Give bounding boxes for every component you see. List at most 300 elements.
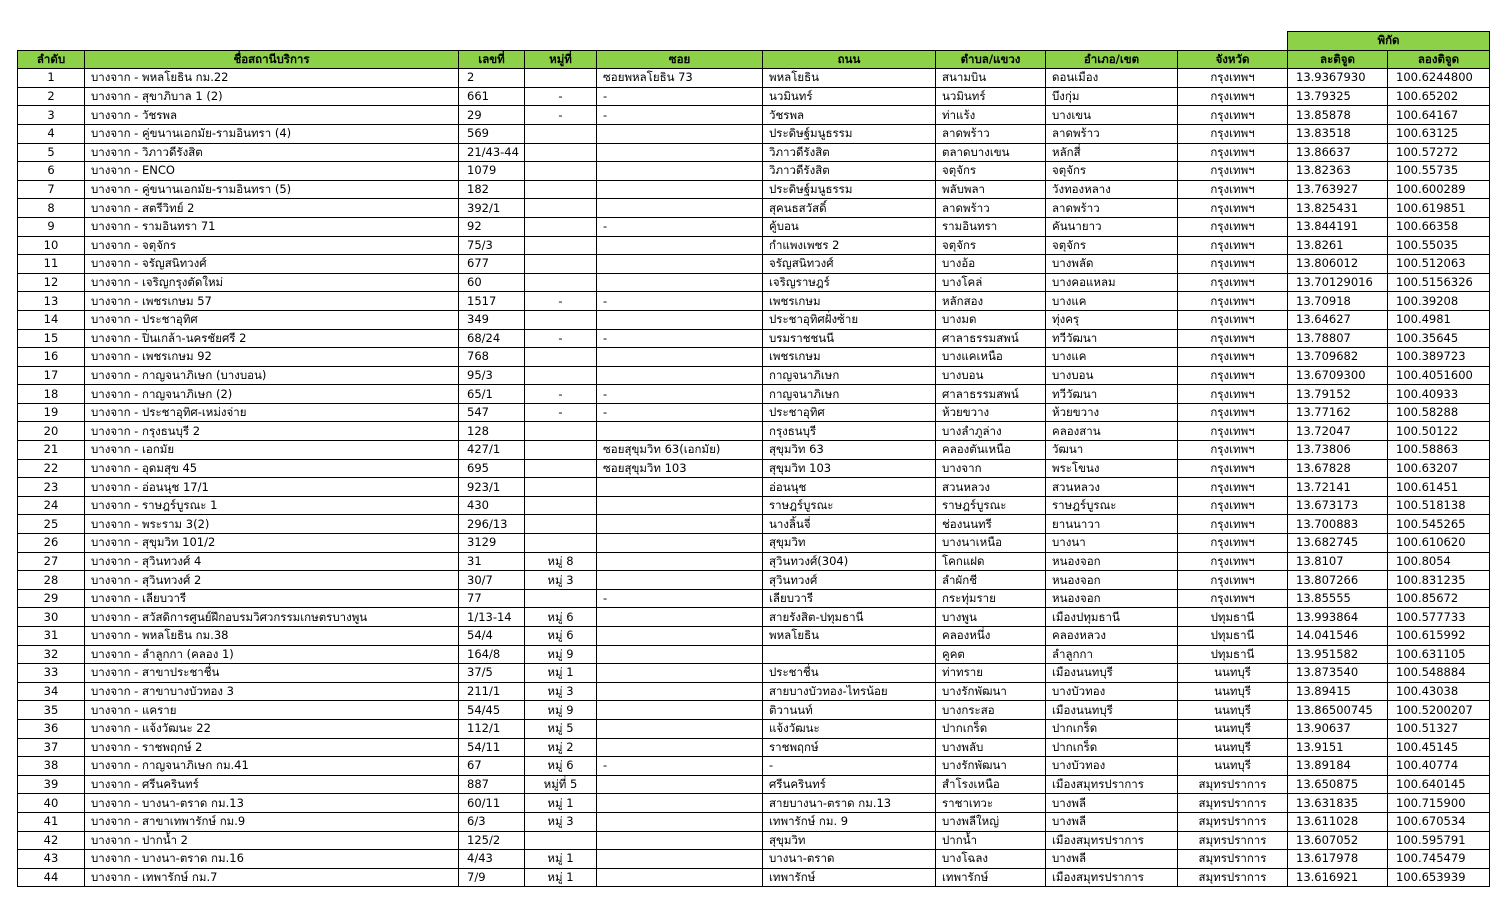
cell-longitude: 100.55035: [1388, 236, 1490, 255]
cell-road: สุขุมวิท 63: [763, 441, 936, 460]
cell-district: เมืองสมุทรปราการ: [1046, 775, 1178, 794]
station-sheet: [17, 31, 1490, 887]
cell-no: 2: [18, 87, 85, 106]
table-row: [18, 292, 1490, 311]
table-row: [18, 403, 1490, 422]
cell-subdistrict: พลับพลา: [936, 180, 1046, 199]
cell-soi: [597, 236, 763, 255]
cell-province: สมุทรปราการ: [1178, 775, 1288, 794]
cell-latitude: 13.6709300: [1288, 366, 1388, 385]
cell-latitude: 13.67828: [1288, 459, 1388, 478]
cell-house-no: 7/9: [459, 868, 525, 887]
cell-road: ติวานนท์: [763, 701, 936, 720]
cell-no: 36: [18, 719, 85, 738]
cell-no: 29: [18, 589, 85, 608]
cell-house-no: 60: [459, 273, 525, 292]
cell-road: บรมราชชนนี: [763, 329, 936, 348]
cell-station: บางจาก - สุขาภิบาล 1 (2): [85, 87, 459, 106]
cell-province: กรุงเทพฯ: [1178, 422, 1288, 441]
cell-road: แจ้งวัฒนะ: [763, 719, 936, 738]
cell-province: กรุงเทพฯ: [1178, 273, 1288, 292]
cell-district: ปากเกร็ด: [1046, 719, 1178, 738]
cell-longitude: 100.50122: [1388, 422, 1490, 441]
cell-longitude: 100.40774: [1388, 757, 1490, 776]
cell-no: 14: [18, 310, 85, 329]
cell-station: บางจาก - แจ้งวัฒนะ 22: [85, 719, 459, 738]
cell-subdistrict: ปากน้ำ: [936, 831, 1046, 850]
cell-district: เมืองสมุทรปราการ: [1046, 868, 1178, 887]
cell-station: บางจาก - ปากน้ำ 2: [85, 831, 459, 850]
cell-province: กรุงเทพฯ: [1178, 69, 1288, 88]
table-row: [18, 664, 1490, 683]
cell-no: 9: [18, 217, 85, 236]
cell-no: 38: [18, 757, 85, 776]
cell-latitude: 13.85878: [1288, 106, 1388, 125]
cell-road: นางลิ้นจี่: [763, 515, 936, 534]
cell-station: บางจาก - คู่ขนานเอกมัย-รามอินทรา (4): [85, 124, 459, 143]
cell-no: 19: [18, 403, 85, 422]
cell-no: 43: [18, 850, 85, 869]
cell-subdistrict: บางโคล่: [936, 273, 1046, 292]
cell-latitude: 13.9151: [1288, 738, 1388, 757]
table-row: [18, 831, 1490, 850]
cell-longitude: 100.8054: [1388, 552, 1490, 571]
header-group-row: [18, 32, 1490, 51]
cell-moo: -: [525, 106, 597, 125]
cell-moo: -: [525, 403, 597, 422]
cell-soi: [597, 366, 763, 385]
table-row: [18, 310, 1490, 329]
cell-longitude: 100.45145: [1388, 738, 1490, 757]
cell-subdistrict: ปากเกร็ด: [936, 719, 1046, 738]
cell-moo: -: [525, 87, 597, 106]
table-row: [18, 627, 1490, 646]
cell-no: 44: [18, 868, 85, 887]
cell-soi: -: [597, 757, 763, 776]
col-header-latitude: ละติจูด: [1288, 50, 1388, 69]
cell-no: 26: [18, 534, 85, 553]
cell-moo: [525, 459, 597, 478]
cell-subdistrict: บางบอน: [936, 366, 1046, 385]
cell-latitude: 13.616921: [1288, 868, 1388, 887]
cell-subdistrict: ห้วยขวาง: [936, 403, 1046, 422]
cell-road: อ่อนนุช: [763, 478, 936, 497]
cell-station: บางจาก - ลำลูกกา (คลอง 1): [85, 645, 459, 664]
cell-latitude: 13.86500745: [1288, 701, 1388, 720]
col-header-province: จังหวัด: [1178, 50, 1288, 69]
cell-road: สุวินทวงศ์: [763, 571, 936, 590]
cell-district: เมืองนนทบุรี: [1046, 664, 1178, 683]
cell-station: บางจาก - พหลโยธิน กม.38: [85, 627, 459, 646]
cell-latitude: 13.83518: [1288, 124, 1388, 143]
cell-no: 40: [18, 794, 85, 813]
cell-road: ประดิษฐ์มนูธรรม: [763, 124, 936, 143]
cell-station: บางจาก - เอกมัย: [85, 441, 459, 460]
cell-house-no: 296/13: [459, 515, 525, 534]
cell-moo: หมู่ที่ 5: [525, 775, 597, 794]
cell-district: จตุจักร: [1046, 162, 1178, 181]
cell-subdistrict: จตุจักร: [936, 162, 1046, 181]
cell-no: 8: [18, 199, 85, 218]
cell-road: สุขุมวิท 103: [763, 459, 936, 478]
cell-latitude: 13.673173: [1288, 496, 1388, 515]
cell-soi: [597, 552, 763, 571]
cell-station: บางจาก - สาขาเทพารักษ์ กม.9: [85, 812, 459, 831]
cell-longitude: 100.512063: [1388, 255, 1490, 274]
cell-district: วัฒนา: [1046, 441, 1178, 460]
cell-longitude: 100.615992: [1388, 627, 1490, 646]
cell-district: คลองหลวง: [1046, 627, 1178, 646]
cell-station: บางจาก - สาขาประชาชื่น: [85, 664, 459, 683]
cell-station: บางจาก - บางนา-ตราด กม.13: [85, 794, 459, 813]
cell-road: ศรีนครินทร์: [763, 775, 936, 794]
cell-station: บางจาก - สวัสดิการศูนย์ฝึกอบรมวิศวกรรมเกษตรบางพูน: [85, 608, 459, 627]
cell-house-no: 68/24: [459, 329, 525, 348]
cell-district: บางนา: [1046, 534, 1178, 553]
table-row: [18, 478, 1490, 497]
cell-district: หลักสี่: [1046, 143, 1178, 162]
cell-longitude: 100.600289: [1388, 180, 1490, 199]
cell-longitude: 100.55735: [1388, 162, 1490, 181]
cell-no: 3: [18, 106, 85, 125]
cell-moo: [525, 366, 597, 385]
cell-moo: หมู่ 3: [525, 571, 597, 590]
cell-road: สายรังสิต-ปทุมธานี: [763, 608, 936, 627]
table-row: [18, 143, 1490, 162]
cell-house-no: 164/8: [459, 645, 525, 664]
col-header-house-no: เลขที่: [459, 50, 525, 69]
cell-soi: -: [597, 385, 763, 404]
table-row: [18, 757, 1490, 776]
cell-province: กรุงเทพฯ: [1178, 478, 1288, 497]
cell-district: ลำลูกกา: [1046, 645, 1178, 664]
cell-station: บางจาก - สุขุมวิท 101/2: [85, 534, 459, 553]
cell-soi: [597, 794, 763, 813]
cell-province: ปทุมธานี: [1178, 608, 1288, 627]
cell-subdistrict: จตุจักร: [936, 236, 1046, 255]
cell-moo: [525, 255, 597, 274]
cell-district: ทวีวัฒนา: [1046, 385, 1178, 404]
cell-longitude: 100.40933: [1388, 385, 1490, 404]
cell-province: กรุงเทพฯ: [1178, 106, 1288, 125]
cell-moo: [525, 441, 597, 460]
cell-subdistrict: ลำผักชี: [936, 571, 1046, 590]
cell-house-no: 112/1: [459, 719, 525, 738]
cell-station: บางจาก - เลียบวารี: [85, 589, 459, 608]
cell-longitude: 100.61451: [1388, 478, 1490, 497]
cell-moo: หมู่ 9: [525, 701, 597, 720]
cell-moo: [525, 478, 597, 497]
cell-station: บางจาก - สุวินทวงศ์ 2: [85, 571, 459, 590]
cell-house-no: 77: [459, 589, 525, 608]
cell-house-no: 569: [459, 124, 525, 143]
cell-subdistrict: คลองตันเหนือ: [936, 441, 1046, 460]
cell-latitude: 13.86637: [1288, 143, 1388, 162]
cell-station: บางจาก - เพชรเกษม 92: [85, 348, 459, 367]
table-row: [18, 255, 1490, 274]
cell-station: บางจาก - รามอินทรา 71: [85, 217, 459, 236]
cell-latitude: 14.041546: [1288, 627, 1388, 646]
cell-road: ประชาชื่น: [763, 664, 936, 683]
cell-longitude: 100.57272: [1388, 143, 1490, 162]
cell-road: พหลโยธิน: [763, 627, 936, 646]
table-row: [18, 496, 1490, 515]
cell-no: 7: [18, 180, 85, 199]
cell-soi: [597, 645, 763, 664]
cell-no: 33: [18, 664, 85, 683]
cell-no: 30: [18, 608, 85, 627]
cell-house-no: 2: [459, 69, 525, 88]
cell-moo: [525, 143, 597, 162]
table-row: [18, 69, 1490, 88]
cell-latitude: 13.79152: [1288, 385, 1388, 404]
cell-road: กาญจนาภิเษก: [763, 366, 936, 385]
cell-latitude: 13.617978: [1288, 850, 1388, 869]
cell-subdistrict: ลาดพร้าว: [936, 199, 1046, 218]
table-row: [18, 273, 1490, 292]
cell-district: หนองจอก: [1046, 552, 1178, 571]
cell-district: บางเขน: [1046, 106, 1178, 125]
cell-no: 15: [18, 329, 85, 348]
cell-no: 17: [18, 366, 85, 385]
cell-road: เจริญราษฎร์: [763, 273, 936, 292]
cell-moo: [525, 496, 597, 515]
cell-longitude: 100.715900: [1388, 794, 1490, 813]
cell-soi: -: [597, 292, 763, 311]
cell-soi: [597, 348, 763, 367]
cell-subdistrict: ศาลาธรรมสพน์: [936, 385, 1046, 404]
cell-no: 35: [18, 701, 85, 720]
cell-district: ดอนเมือง: [1046, 69, 1178, 88]
cell-subdistrict: ท่าทราย: [936, 664, 1046, 683]
cell-no: 42: [18, 831, 85, 850]
table-row: [18, 571, 1490, 590]
cell-longitude: 100.43038: [1388, 682, 1490, 701]
cell-longitude: 100.66358: [1388, 217, 1490, 236]
cell-no: 1: [18, 69, 85, 88]
cell-station: บางจาก - ศรีนครินทร์: [85, 775, 459, 794]
cell-district: ลาดพร้าว: [1046, 199, 1178, 218]
cell-road: ประชาอุทิศ: [763, 403, 936, 422]
cell-station: บางจาก - ENCO: [85, 162, 459, 181]
cell-province: กรุงเทพฯ: [1178, 571, 1288, 590]
cell-road: บางนา-ตราด: [763, 850, 936, 869]
table-row: [18, 775, 1490, 794]
cell-longitude: 100.619851: [1388, 199, 1490, 218]
cell-house-no: 923/1: [459, 478, 525, 497]
table-row: [18, 422, 1490, 441]
cell-subdistrict: กระทุ่มราย: [936, 589, 1046, 608]
cell-subdistrict: บางนาเหนือ: [936, 534, 1046, 553]
table-row: [18, 217, 1490, 236]
cell-house-no: 427/1: [459, 441, 525, 460]
cell-moo: หมู่ 1: [525, 868, 597, 887]
cell-no: 37: [18, 738, 85, 757]
cell-road: [763, 645, 936, 664]
cell-no: 6: [18, 162, 85, 181]
cell-no: 18: [18, 385, 85, 404]
cell-no: 20: [18, 422, 85, 441]
cell-longitude: 100.670534: [1388, 812, 1490, 831]
cell-latitude: 13.72141: [1288, 478, 1388, 497]
cell-latitude: 13.8107: [1288, 552, 1388, 571]
cell-station: บางจาก - ราษฎร์บูรณะ 1: [85, 496, 459, 515]
cell-moo: หมู่ 6: [525, 757, 597, 776]
cell-soi: ซอยพหลโยธิน 73: [597, 69, 763, 88]
cell-house-no: 125/2: [459, 831, 525, 850]
table-row: [18, 385, 1490, 404]
cell-station: บางจาก - เทพารักษ์ กม.7: [85, 868, 459, 887]
cell-road: จรัญสนิทวงศ์: [763, 255, 936, 274]
cell-province: นนทบุรี: [1178, 719, 1288, 738]
cell-station: บางจาก - ประชาอุทิศ: [85, 310, 459, 329]
cell-district: ราษฎร์บูรณะ: [1046, 496, 1178, 515]
cell-district: ยานนาวา: [1046, 515, 1178, 534]
table-row: [18, 812, 1490, 831]
cell-station: บางจาก - เจริญกรุงตัดใหม่: [85, 273, 459, 292]
cell-district: เมืองนนทบุรี: [1046, 701, 1178, 720]
col-header-no: ลำดับ: [18, 50, 85, 69]
cell-district: สวนหลวง: [1046, 478, 1178, 497]
cell-house-no: 1517: [459, 292, 525, 311]
cell-house-no: 4/43: [459, 850, 525, 869]
cell-latitude: 13.844191: [1288, 217, 1388, 236]
cell-district: เมืองสมุทรปราการ: [1046, 831, 1178, 850]
cell-road: เทพารักษ์: [763, 868, 936, 887]
cell-no: 39: [18, 775, 85, 794]
cell-latitude: 13.82363: [1288, 162, 1388, 181]
table-row: [18, 608, 1490, 627]
cell-latitude: 13.79325: [1288, 87, 1388, 106]
cell-latitude: 13.90637: [1288, 719, 1388, 738]
cell-district: คลองสาน: [1046, 422, 1178, 441]
cell-longitude: 100.63125: [1388, 124, 1490, 143]
cell-province: นนทบุรี: [1178, 757, 1288, 776]
cell-soi: [597, 422, 763, 441]
cell-house-no: 3129: [459, 534, 525, 553]
cell-moo: [525, 515, 597, 534]
cell-road: สุขุมวิท: [763, 831, 936, 850]
cell-station: บางจาก - สุวินทวงศ์ 4: [85, 552, 459, 571]
station-table: [17, 31, 1490, 887]
cell-station: บางจาก - คู่ขนานเอกมัย-รามอินทรา (5): [85, 180, 459, 199]
table-body: [18, 69, 1490, 887]
cell-province: นนทบุรี: [1178, 664, 1288, 683]
cell-province: กรุงเทพฯ: [1178, 310, 1288, 329]
cell-province: สมุทรปราการ: [1178, 868, 1288, 887]
cell-no: 27: [18, 552, 85, 571]
cell-moo: [525, 162, 597, 181]
cell-road: วัชรพล: [763, 106, 936, 125]
cell-longitude: 100.4051600: [1388, 366, 1490, 385]
cell-province: กรุงเทพฯ: [1178, 236, 1288, 255]
cell-station: บางจาก - จตุจักร: [85, 236, 459, 255]
cell-longitude: 100.745479: [1388, 850, 1490, 869]
cell-soi: [597, 496, 763, 515]
cell-district: เมืองปทุมธานี: [1046, 608, 1178, 627]
cell-station: บางจาก - อุดมสุข 45: [85, 459, 459, 478]
cell-road: ราษฎร์บูรณะ: [763, 496, 936, 515]
cell-province: ปทุมธานี: [1178, 645, 1288, 664]
cell-no: 12: [18, 273, 85, 292]
cell-subdistrict: เทพารักษ์: [936, 868, 1046, 887]
table-row: [18, 106, 1490, 125]
cell-province: กรุงเทพฯ: [1178, 534, 1288, 553]
cell-district: บางแค: [1046, 292, 1178, 311]
table-row: [18, 701, 1490, 720]
cell-latitude: 13.807266: [1288, 571, 1388, 590]
cell-province: สมุทรปราการ: [1178, 812, 1288, 831]
cell-latitude: 13.806012: [1288, 255, 1388, 274]
cell-house-no: 31: [459, 552, 525, 571]
cell-province: กรุงเทพฯ: [1178, 348, 1288, 367]
cell-soi: -: [597, 106, 763, 125]
cell-district: บางบอน: [1046, 366, 1178, 385]
cell-house-no: 349: [459, 310, 525, 329]
cell-latitude: 13.682745: [1288, 534, 1388, 553]
cell-longitude: 100.5200207: [1388, 701, 1490, 720]
cell-soi: [597, 478, 763, 497]
cell-latitude: 13.763927: [1288, 180, 1388, 199]
cell-province: กรุงเทพฯ: [1178, 459, 1288, 478]
cell-station: บางจาก - ปิ่นเกล้า-นครชัยศรี 2: [85, 329, 459, 348]
cell-subdistrict: ลาดพร้าว: [936, 124, 1046, 143]
cell-soi: [597, 664, 763, 683]
cell-no: 21: [18, 441, 85, 460]
cell-station: บางจาก - เพชรเกษม 57: [85, 292, 459, 311]
cell-station: บางจาก - พหลโยธิน กม.22: [85, 69, 459, 88]
cell-subdistrict: บางพูน: [936, 608, 1046, 627]
cell-subdistrict: บางอ้อ: [936, 255, 1046, 274]
table-row: [18, 534, 1490, 553]
cell-subdistrict: ตลาดบางเขน: [936, 143, 1046, 162]
table-row: [18, 738, 1490, 757]
cell-station: บางจาก - วิภาวดีรังสิต: [85, 143, 459, 162]
cell-district: ทวีวัฒนา: [1046, 329, 1178, 348]
cell-moo: หมู่ 6: [525, 627, 597, 646]
cell-road: สุขุมวิท: [763, 534, 936, 553]
cell-subdistrict: ราษฎร์บูรณะ: [936, 496, 1046, 515]
cell-subdistrict: บางพลับ: [936, 738, 1046, 757]
cell-soi: [597, 831, 763, 850]
cell-moo: [525, 422, 597, 441]
cell-moo: -: [525, 385, 597, 404]
cell-station: บางจาก - กาญจนาภิเษก กม.41: [85, 757, 459, 776]
cell-district: บางพลี: [1046, 850, 1178, 869]
cell-latitude: 13.78807: [1288, 329, 1388, 348]
cell-district: บางพลี: [1046, 794, 1178, 813]
cell-longitude: 100.63207: [1388, 459, 1490, 478]
cell-moo: [525, 831, 597, 850]
cell-soi: [597, 180, 763, 199]
table-row: [18, 794, 1490, 813]
cell-longitude: 100.577733: [1388, 608, 1490, 627]
cell-latitude: 13.70129016: [1288, 273, 1388, 292]
cell-province: ปทุมธานี: [1178, 627, 1288, 646]
cell-road: คู้บอน: [763, 217, 936, 236]
cell-soi: [597, 124, 763, 143]
cell-longitude: 100.39208: [1388, 292, 1490, 311]
cell-house-no: 30/7: [459, 571, 525, 590]
cell-moo: [525, 589, 597, 608]
cell-subdistrict: ราชาเทวะ: [936, 794, 1046, 813]
cell-district: บางแค: [1046, 348, 1178, 367]
cell-soi: [597, 719, 763, 738]
cell-soi: ซอยสุขุมวิท 103: [597, 459, 763, 478]
cell-longitude: 100.610620: [1388, 534, 1490, 553]
cell-longitude: 100.65202: [1388, 87, 1490, 106]
cell-province: กรุงเทพฯ: [1178, 589, 1288, 608]
